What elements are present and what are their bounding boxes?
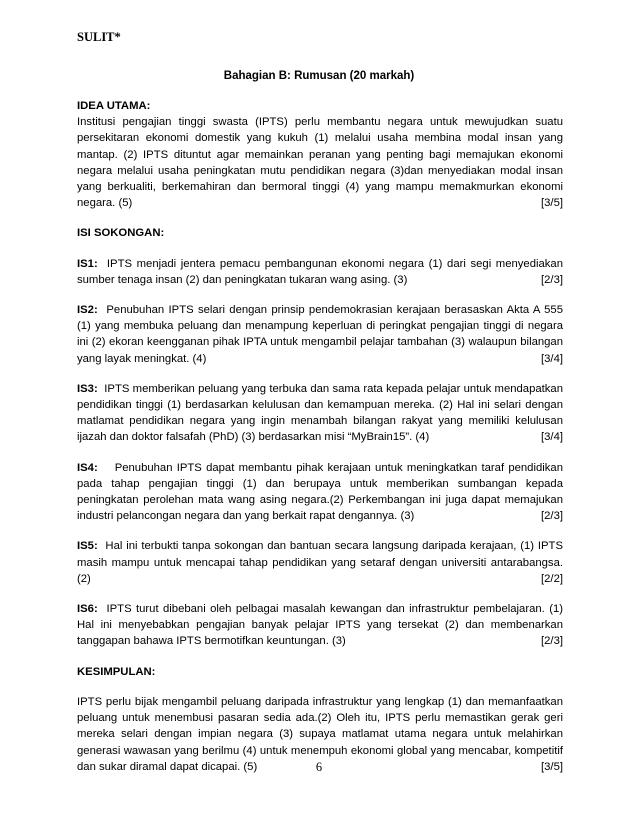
classification-label: SULIT* xyxy=(77,30,121,44)
idea-utama-text: Institusi pengajian tinggi swasta (IPTS) perlu membantu negara untuk mewujudkan suatu persekitaran ekonomi domestik yang kukuh (1) melalui usaha membina modal insan yang mantap. (2) IPTS dituntut agar memainkan peranan yang penting bagi memajukan ekonomi negara melalui usaha peningkatan mutu pendidikan negara (3)dan menyediakan modal insan yang berkualiti, berkemahiran dan bermoral tinggi (4) yang mampu memakmurkan ekonomi negara. (5) xyxy=(77,116,563,210)
is4-mark: [2/3] xyxy=(541,510,563,523)
kesimpulan-mark: [3/5] xyxy=(541,760,563,773)
is1-text: IPTS menjadi jentera pemacu pembangunan ekonomi negara (1) dari segi menyediakan sumber tenaga insan (2) dan peningkatan tukaran wang asing. (3) xyxy=(77,257,563,286)
is4-text: Penubuhan IPTS dapat membantu pihak kerajaan untuk meningkatkan taraf pendidikan pada tahap pengajian tinggi (1) dan berupaya untuk memberikan sumbangan kepada peningkatan perolehan mata wang asing negara.(2) Perkembangan ini juga dapat memajukan industri pelancongan negara dan yang berkait rapat dengannya. (3) xyxy=(77,461,563,523)
section-title: Bahagian B: Rumusan (20 markah) xyxy=(223,70,415,82)
kesimpulan-text: IPTS perlu bijak mengambil peluang daripada infrastruktur yang lengkap (1) dan memanfaatkan peluang untuk menembusi pasaran sedia ada.(2) Oleh itu, IPTS perlu memastikan gerak geri mereka selari dengan impian negara (3) supaya matlamat utama negara untuk melahirkan generasi wawasan yang berilmu (4) untuk menempuh ekonomi global yang mencabar, kompetitif dan sukar diramal dapat dicapai. (5) xyxy=(77,695,563,773)
is5-mark: [2/2] xyxy=(541,572,563,585)
is1-paragraph xyxy=(77,256,563,288)
page-number: 6 xyxy=(315,760,323,774)
is3-paragraph xyxy=(77,381,563,446)
idea-utama-heading: IDEA UTAMA: xyxy=(77,100,151,112)
is6-mark: [2/3] xyxy=(541,635,563,648)
is5-label: IS5: xyxy=(77,540,98,553)
is3-label: IS3: xyxy=(77,382,98,395)
isi-sokongan-heading: ISI SOKONGAN: xyxy=(77,227,165,240)
is1-mark: [2/3] xyxy=(541,273,563,286)
is3-text: IPTS memberikan peluang yang terbuka dan sama rata kepada pelajar untuk mendapatkan pendidikan tinggi (1) berdasarkan kelulusan dan kemampuan mereka. (2) Hal ini selari dengan matlamat pendidikan negara yang ingin menambah bilangan rakyat yang memiliki kelulusan ijazah dan doktor falsafah (PhD) (3) berdasarkan misi “MyBrain15”. (4) xyxy=(77,382,563,444)
is4-paragraph xyxy=(77,460,563,525)
is6-paragraph xyxy=(77,601,563,650)
is4-label: IS4: xyxy=(77,461,98,474)
is2-text: Penubuhan IPTS selari dengan prinsip pendemokrasian kerajaan berasaskan Akta A 555 (1) yang membuka peluang dan menampung keperluan di peringkat pengajian tinggi di negara ini (2) ekoran keengganan pihak IPTA untuk mengambil pelajar tambahan (3) walaupun bilangan yang layak meningkat. (4) xyxy=(77,304,563,365)
is2-paragraph xyxy=(77,302,563,367)
idea-utama-paragraph xyxy=(77,114,563,211)
is6-label: IS6: xyxy=(77,603,98,616)
is5-paragraph xyxy=(77,538,563,587)
idea-utama-mark: [3/5] xyxy=(541,197,563,210)
document-body xyxy=(77,98,563,775)
kesimpulan-heading: KESIMPULAN: xyxy=(77,665,156,678)
is1-label: IS1: xyxy=(77,257,98,270)
is6-text: IPTS turut dibebani oleh pelbagai masalah kewangan dan infrastruktur pembelajaran. (1) Hal ini menyebabkan pengajian banyak pelajar IPTS yang tersekat (2) dan membenarkan tanggapan bahawa IPTS bermotifkan keuntungan. (3) xyxy=(77,603,563,648)
is2-mark: [3/4] xyxy=(541,352,563,365)
is3-mark: [3/4] xyxy=(541,431,563,444)
is5-text: Hal ini terbukti tanpa sokongan dan bantuan secara langsung daripada kerajaan, (1) IPTS masih mampu untuk mencapai tahap pendidikan yang setaraf dengan universiti antarabangsa.(2) xyxy=(77,540,563,585)
is2-label: IS2: xyxy=(77,304,98,317)
